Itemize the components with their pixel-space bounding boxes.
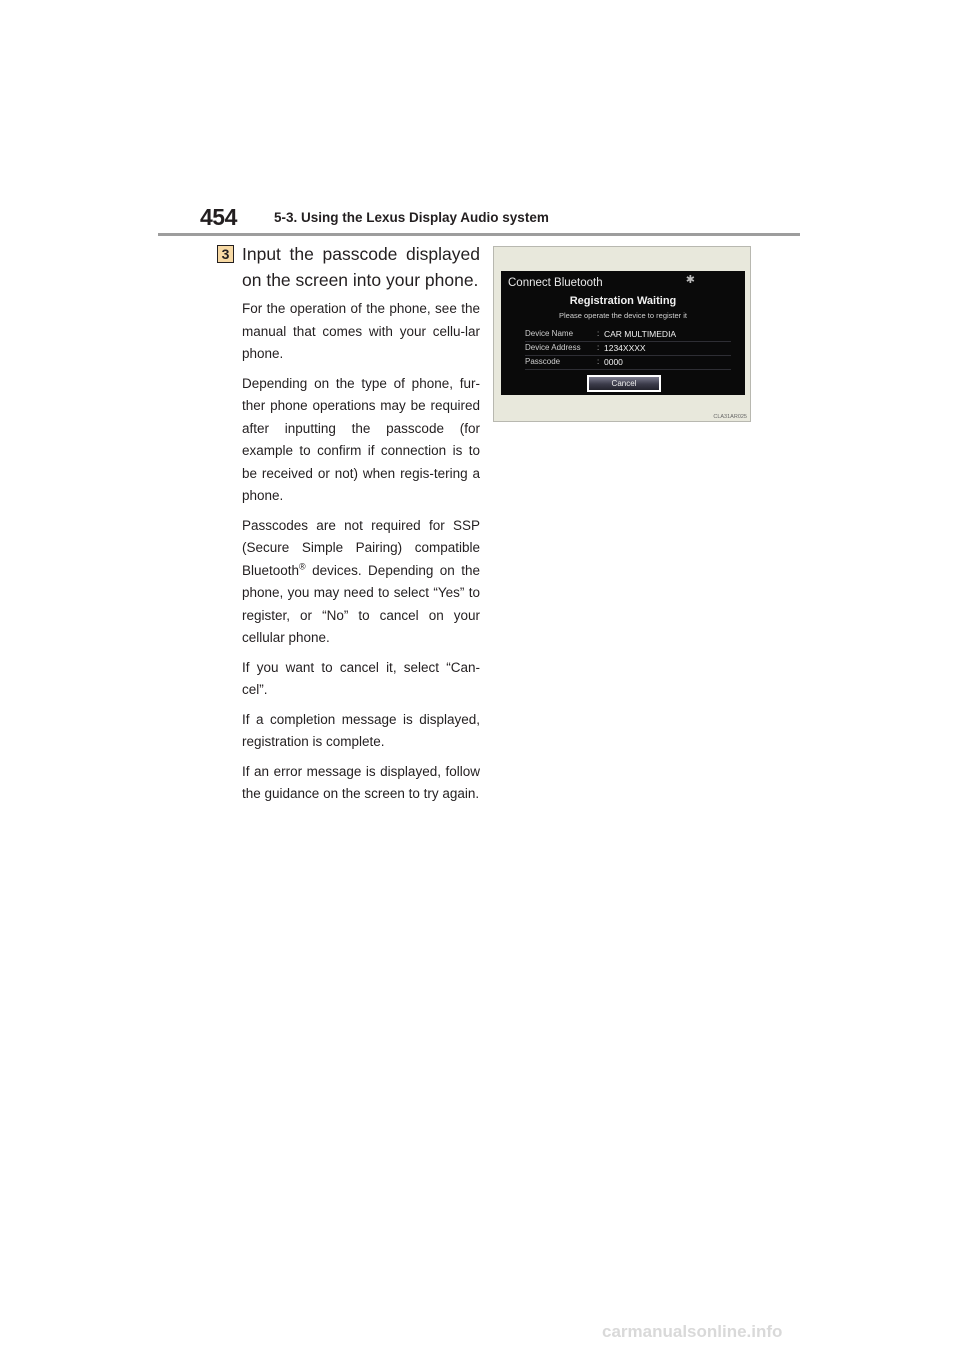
device-name-label: Device Name <box>525 329 574 338</box>
header-rule <box>158 233 800 236</box>
bluetooth-status-icon: ✱ <box>685 274 695 286</box>
illustration-code: CLA31AR025 <box>713 414 747 420</box>
paragraph-ssp <box>242 515 480 650</box>
screen-title: Connect Bluetooth <box>508 277 603 289</box>
passcode-separator: : <box>597 357 600 366</box>
device-name-row <box>525 327 731 342</box>
device-address-separator: : <box>597 343 600 352</box>
paragraph-error: If an error message is displayed, follow the guidance on the screen to try again. <box>242 763 480 801</box>
ssp-text-start: Passcodes are not required for SSP (Secure Simple Pairing) compatible Bluetooth <box>242 517 480 578</box>
screen-illustration <box>493 246 751 422</box>
step-heading: Input the passcode displayed on the screen into your phone. <box>242 244 480 290</box>
paragraph-further-operations: Depending on the type of phone, fur-ther phone operations may be required after inputting the passcode (for example to confirm if connection is to be received or not) when regis-tering a phone. <box>242 375 480 503</box>
page-header <box>200 204 800 234</box>
step-number-badge: 3 <box>217 245 234 263</box>
screen-subtitle: Please operate the device to register it <box>559 311 687 320</box>
registered-mark: ® <box>299 561 306 571</box>
page-number: 454 <box>200 204 237 230</box>
paragraph-cancel: If you want to cancel it, select “Can-cel”. <box>242 659 480 697</box>
paragraph-complete: If a completion message is displayed, registration is complete. <box>242 711 480 749</box>
device-address-value: 1234XXXX <box>604 343 646 353</box>
section-title: 5-3. Using the Lexus Display Audio system <box>274 210 549 225</box>
passcode-value: 0000 <box>604 357 623 367</box>
watermark: carmanualsonline.info <box>602 1322 783 1341</box>
passcode-row <box>525 355 731 370</box>
step-body <box>242 298 480 813</box>
device-name-value: CAR MULTIMEDIA <box>604 329 677 339</box>
ssp-text-end: devices. Depending on the phone, you may need to select “Yes” to register, or “No” to cancel on your cellular phone. <box>242 562 480 645</box>
display-screen <box>501 271 745 395</box>
screen-heading: Registration Waiting <box>569 295 677 307</box>
device-name-separator: : <box>597 329 600 338</box>
cancel-button[interactable]: Cancel <box>587 375 661 392</box>
device-address-label: Device Address <box>525 343 581 352</box>
device-address-row <box>525 341 731 356</box>
paragraph-operation: For the operation of the phone, see the manual that comes with your cellu-lar phone. <box>242 301 480 361</box>
passcode-label: Passcode <box>525 357 561 366</box>
